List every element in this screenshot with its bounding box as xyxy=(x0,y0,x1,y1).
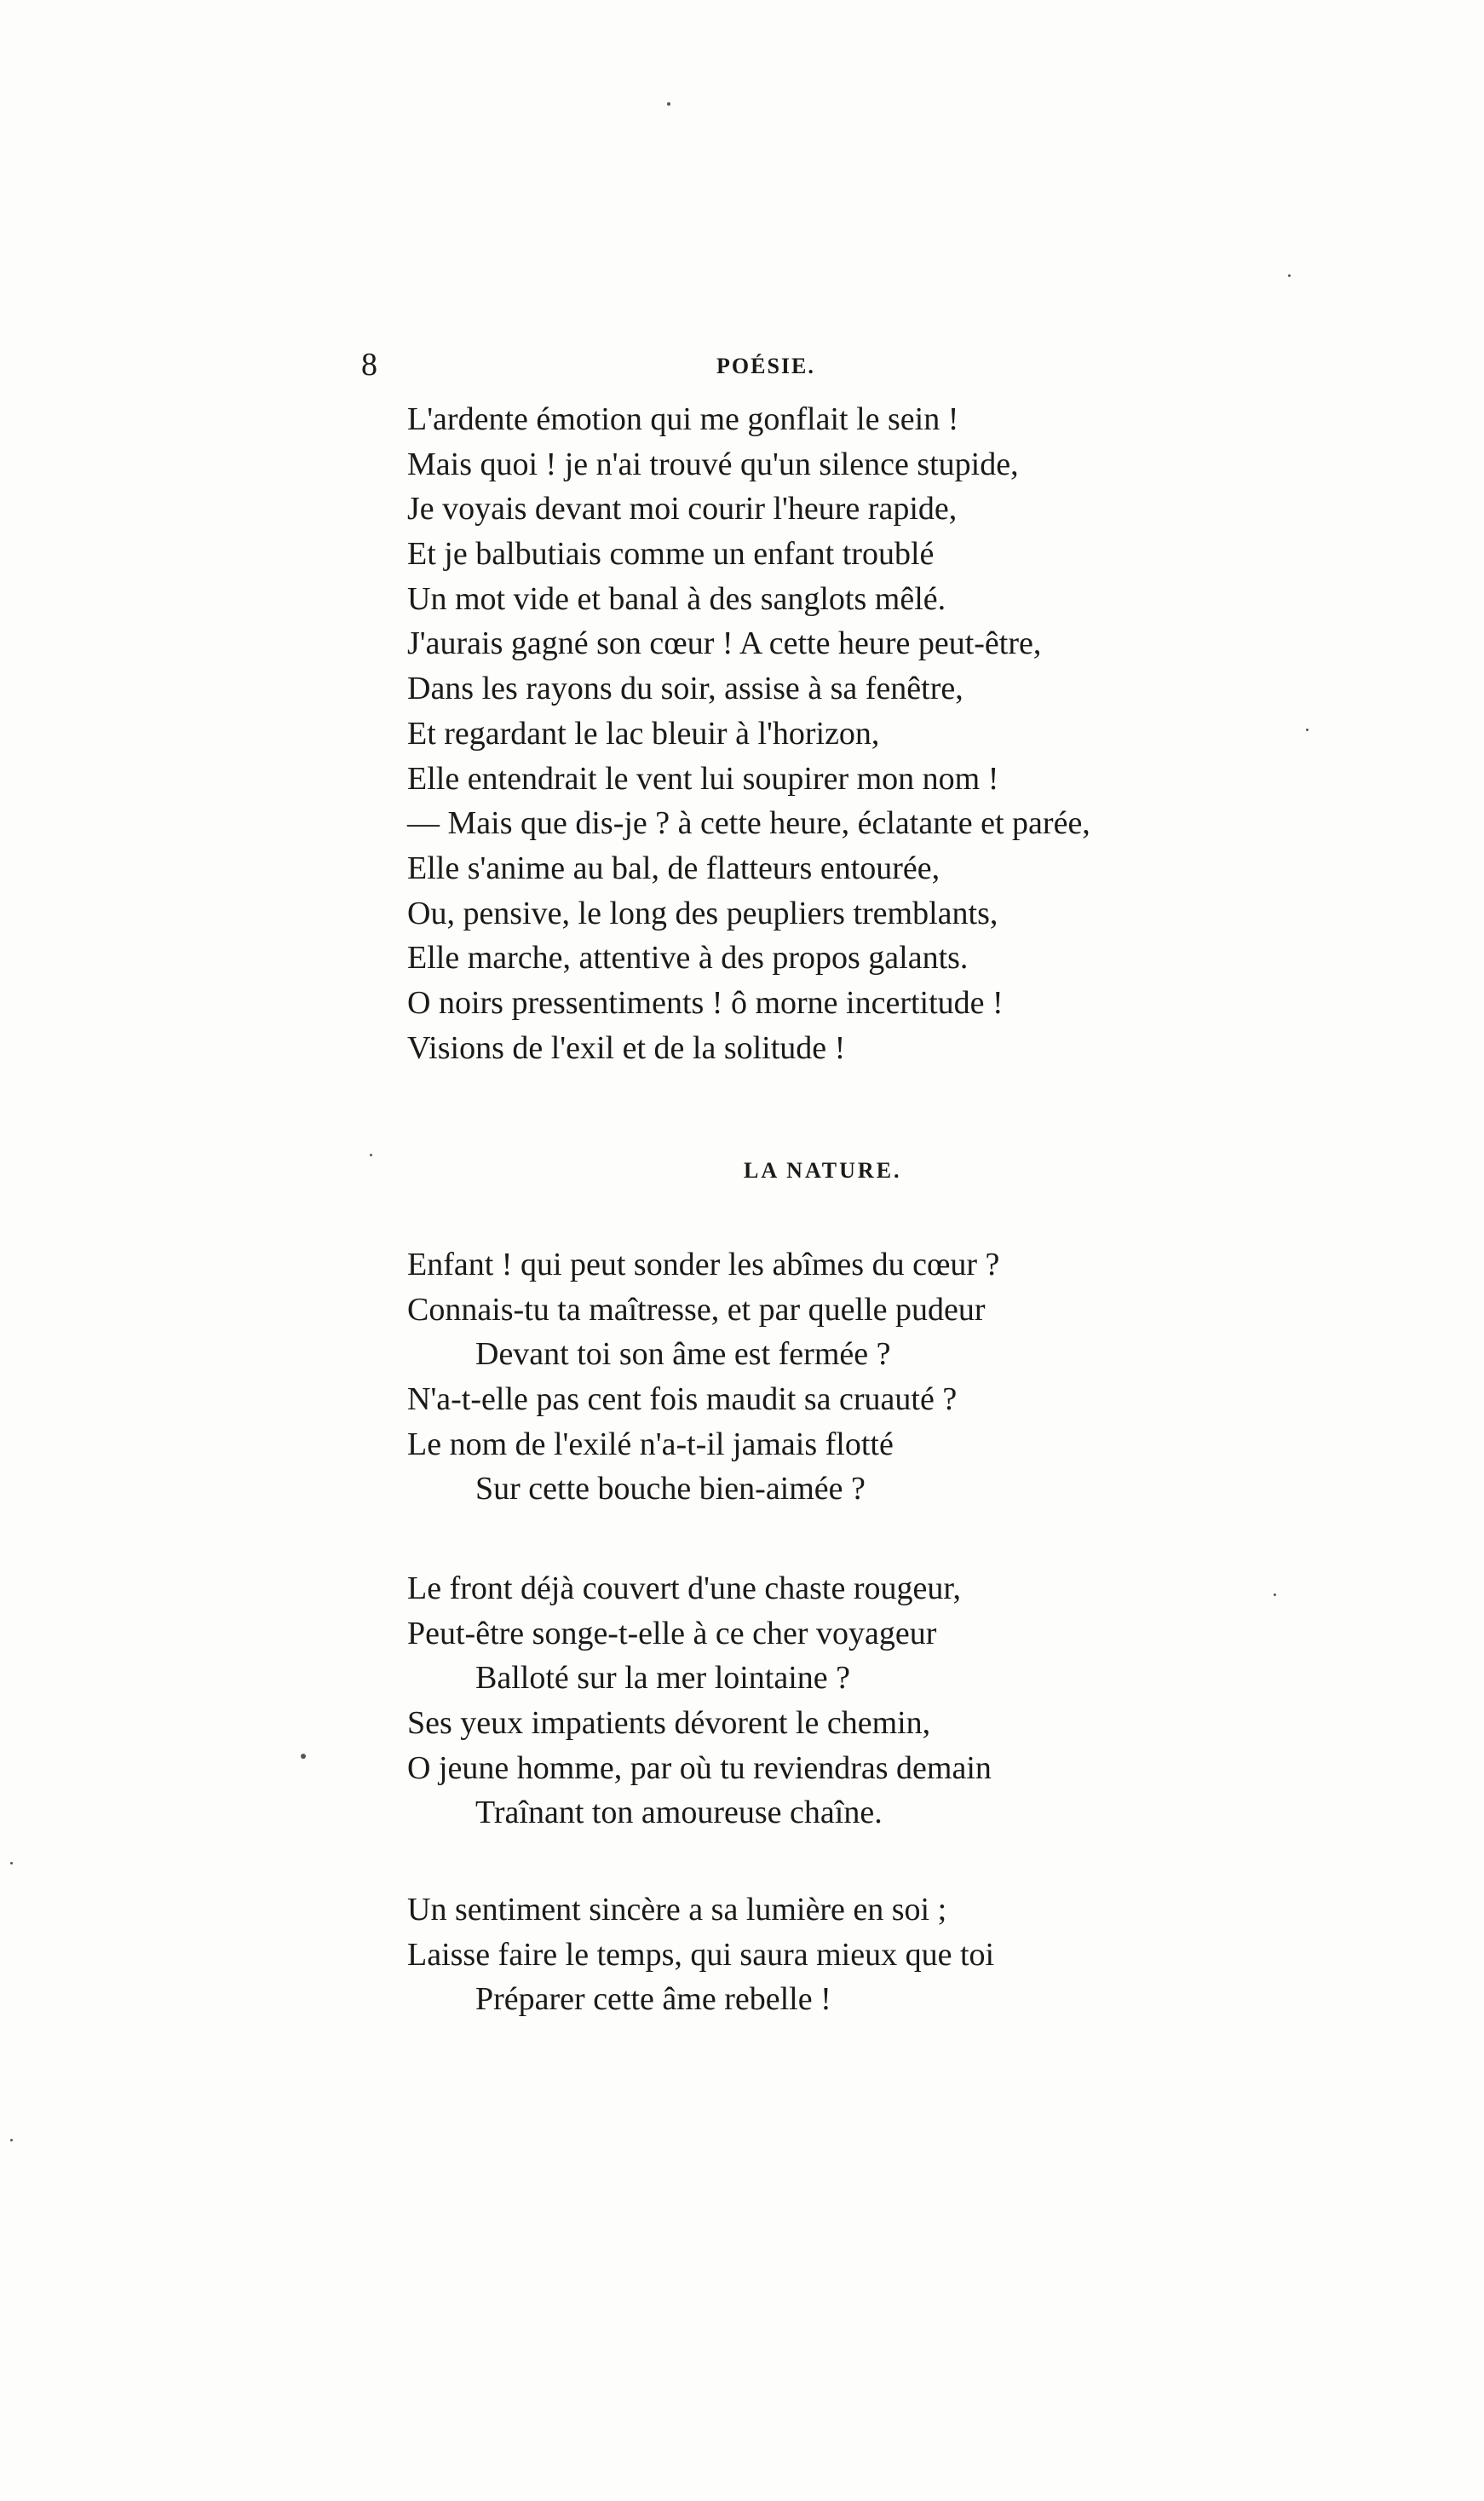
verse-line: Elle entendrait le vent lui soupirer mon nom ! xyxy=(407,760,999,797)
verse-line: L'ardente émotion qui me gonflait le sein ! xyxy=(407,401,959,437)
verse-line: Connais-tu ta maîtresse, et par quelle pudeur xyxy=(407,1291,986,1328)
verse-line: J'aurais gagné son cœur ! A cette heure peut-être, xyxy=(407,625,1042,662)
scan-speck xyxy=(1288,274,1291,277)
verse-line: Mais quoi ! je n'ai trouvé qu'un silence stupide, xyxy=(407,446,1019,482)
poem-stanza-3 xyxy=(407,1887,994,2022)
poem-title: LA NATURE. xyxy=(744,1158,902,1183)
verse-line: Enfant ! qui peut sonder les abîmes du cœur ? xyxy=(407,1247,1000,1282)
verse-line: O noirs pressentiments ! ô morne incertitude ! xyxy=(407,984,1004,1021)
verse-line-indented: Préparer cette âme rebelle ! xyxy=(475,1981,831,2018)
verse-line-indented: Balloté sur la mer lointaine ? xyxy=(475,1660,851,1697)
verse-line: Visions de l'exil et de la solitude ! xyxy=(407,1029,846,1066)
scan-speck xyxy=(1274,1593,1276,1596)
verse-line-indented: Sur cette bouche bien-aimée ? xyxy=(475,1471,866,1507)
continued-poem xyxy=(407,397,1090,1070)
verse-line: O jeune homme, par où tu reviendras demain xyxy=(407,1749,992,1786)
verse-line: Ou, pensive, le long des peupliers tremblants, xyxy=(407,895,998,931)
scan-speck xyxy=(667,102,670,106)
verse-line: Laisse faire le temps, qui saura mieux que toi xyxy=(407,1936,995,1973)
verse-line: Ses yeux impatients dévorent le chemin, xyxy=(407,1705,931,1742)
verse-line: Le nom de l'exilé n'a-t-il jamais flotté xyxy=(407,1426,894,1462)
verse-line: Dans les rayons du soir, assise à sa fenêtre, xyxy=(407,671,963,707)
verse-line: Elle marche, attentive à des propos galants. xyxy=(407,940,969,977)
scan-speck xyxy=(1306,729,1309,731)
verse-line: Elle s'anime au bal, de flatteurs entourée, xyxy=(407,850,940,886)
verse-line: Et regardant le lac bleuir à l'horizon, xyxy=(407,715,880,752)
verse-line-indented: Traînant ton amoureuse chaîne. xyxy=(475,1795,883,1831)
poem-stanza-1 xyxy=(407,1242,999,1512)
verse-line-indented: Devant toi son âme est fermée ? xyxy=(475,1336,891,1373)
verse-line: Et je balbutiais comme un enfant troublé xyxy=(407,536,935,573)
running-title: POÉSIE. xyxy=(716,354,815,378)
page-number: 8 xyxy=(361,347,377,383)
verse-line: — Mais que dis-je ? à cette heure, éclatante et parée, xyxy=(407,805,1090,842)
verse-line: Peut-être songe-t-elle à ce cher voyageur xyxy=(407,1615,937,1651)
verse-line: Le front déjà couvert d'une chaste rougeur, xyxy=(407,1570,961,1606)
scan-speck xyxy=(370,1154,372,1156)
poem-stanza-2 xyxy=(407,1566,992,1835)
scan-speck xyxy=(10,2139,13,2141)
verse-line: N'a-t-elle pas cent fois maudit sa cruauté ? xyxy=(407,1381,958,1418)
scan-speck xyxy=(10,1862,13,1864)
scan-speck xyxy=(301,1754,306,1759)
verse-line: Un mot vide et banal à des sanglots mêlé. xyxy=(407,580,946,617)
verse-line: Je voyais devant moi courir l'heure rapide, xyxy=(407,491,958,527)
verse-line: Un sentiment sincère a sa lumière en soi ; xyxy=(407,1892,947,1928)
